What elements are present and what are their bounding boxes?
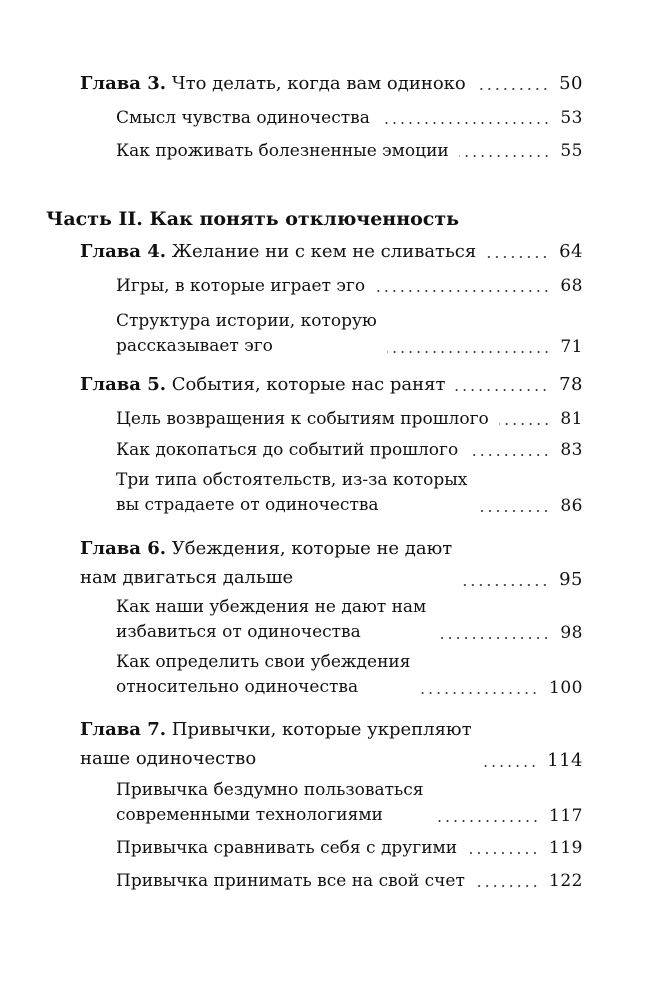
toc-entry-section[interactable]	[116, 836, 583, 860]
toc-entry-section[interactable]	[116, 309, 583, 359]
section-title-line-2: рассказывает эго	[116, 336, 273, 356]
dot-leader	[436, 637, 550, 639]
section-title: Цель возвращения к событиям прошлого	[116, 409, 489, 429]
section-title-line-1: Структура истории, которую	[116, 311, 377, 331]
toc-entry-chapter-6[interactable]	[80, 534, 583, 592]
page-number: 98	[560, 623, 583, 643]
section-title: Как проживать болезненные эмоции	[116, 141, 449, 161]
dot-leader	[476, 88, 549, 90]
page-number: 53	[560, 108, 583, 128]
dot-leader	[375, 290, 550, 292]
dot-leader	[420, 692, 539, 694]
toc-entry-chapter-3[interactable]	[80, 72, 583, 96]
page-number: 119	[549, 838, 583, 858]
chapter-title-line-2: наше одиночество	[80, 748, 257, 769]
dot-leader	[459, 155, 551, 157]
toc-entry-section[interactable]	[116, 778, 583, 828]
toc-entry-section[interactable]	[116, 407, 583, 431]
toc-entry-section[interactable]	[116, 438, 583, 462]
section-title-line-1: Как наши убеждения не дают нам	[116, 597, 427, 617]
chapter-label: Глава 7.	[80, 719, 167, 740]
section-title-line-1: Привычка бездумно пользоваться	[116, 780, 424, 800]
page-number: 95	[559, 569, 583, 590]
page-number: 100	[549, 678, 583, 698]
part-heading: Часть II. Как понять отключенность	[46, 208, 460, 230]
dot-leader	[475, 885, 539, 887]
chapter-title-line-1: Убеждения, которые не дают	[171, 538, 453, 559]
section-title: Игры, в которые играет эго	[116, 276, 366, 296]
chapter-title-line-1: Привычки, которые укрепляют	[171, 719, 472, 740]
toc-entry-section[interactable]	[116, 650, 583, 700]
section-title-line-2: современными технологиями	[116, 805, 383, 825]
toc-entry-section[interactable]	[116, 869, 583, 893]
toc-entry-section[interactable]	[116, 106, 583, 130]
dot-leader	[482, 765, 538, 767]
dot-leader	[455, 389, 549, 391]
toc-entry-chapter-4[interactable]	[80, 240, 583, 264]
dot-leader	[499, 423, 551, 425]
chapter-title-line-2: нам двигаться дальше	[80, 567, 294, 588]
toc-entry-section[interactable]	[116, 139, 583, 163]
page-number: 68	[560, 276, 583, 296]
page-number: 122	[549, 871, 583, 891]
section-title-line-2: вы страдаете от одиночества	[116, 495, 379, 515]
page-number: 55	[560, 141, 583, 161]
chapter-title: События, которые нас ранят	[171, 374, 446, 395]
page-number: 50	[559, 73, 583, 94]
toc-entry-section[interactable]	[116, 274, 583, 298]
page-number: 117	[549, 806, 583, 826]
dot-leader	[462, 584, 549, 586]
toc-entry-section[interactable]	[116, 595, 583, 645]
dot-leader	[434, 820, 540, 822]
dot-leader	[380, 122, 550, 124]
section-title-line-1: Как определить свои убеждения	[116, 652, 411, 672]
page-number: 81	[560, 409, 583, 429]
dot-leader	[468, 454, 550, 456]
page-number: 114	[547, 750, 583, 771]
chapter-label: Глава 6.	[80, 538, 167, 559]
section-title: Привычка принимать все на свой счет	[116, 871, 465, 891]
chapter-label: Глава 3.	[80, 73, 167, 94]
chapter-title: Желание ни с кем не сливаться	[171, 241, 477, 262]
page-number: 64	[559, 241, 583, 262]
page-number: 71	[560, 337, 583, 357]
section-title: Как докопаться до событий прошлого	[116, 440, 459, 460]
section-title-line-1: Три типа обстоятельств, из-за которых	[116, 470, 468, 490]
toc-entry-chapter-7[interactable]	[80, 715, 583, 773]
dot-leader	[387, 351, 551, 353]
dot-leader	[477, 510, 550, 512]
toc-entry-chapter-5[interactable]	[80, 373, 583, 397]
dot-leader	[486, 256, 549, 258]
page-number: 86	[560, 496, 583, 516]
section-title-line-2: относительно одиночества	[116, 677, 359, 697]
chapter-title: Что делать, когда вам одиноко	[171, 73, 466, 94]
toc-entry-section[interactable]	[116, 468, 583, 518]
section-title: Привычка сравнивать себя с другими	[116, 838, 458, 858]
section-title: Смысл чувства одиночества	[116, 108, 370, 128]
chapter-label: Глава 5.	[80, 374, 167, 395]
dot-leader	[467, 852, 539, 854]
page-number: 78	[559, 374, 583, 395]
chapter-label: Глава 4.	[80, 241, 167, 262]
page-number: 83	[560, 440, 583, 460]
section-title-line-2: избавиться от одиночества	[116, 622, 361, 642]
